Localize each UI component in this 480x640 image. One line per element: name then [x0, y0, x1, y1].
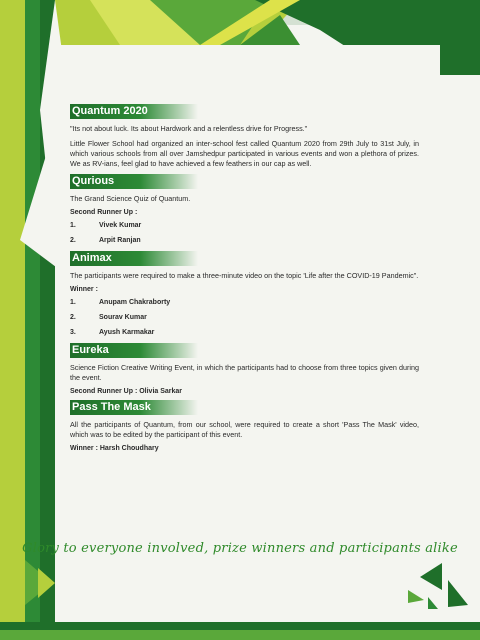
list-item: [70, 298, 419, 308]
section-title-animax: Animax: [70, 251, 198, 266]
section-title-eureka: Eureka: [70, 343, 198, 358]
list-item: [70, 313, 419, 323]
list-item: [70, 236, 419, 246]
winner-name: Arpit Ranjan: [99, 237, 141, 244]
section-eureka: [70, 343, 419, 395]
section-title-quantum: Quantum 2020: [70, 104, 198, 119]
passmask-body: All the participants of Quantum, from our school, were required to create a short 'Pass The Mask' video, which was to be edited by the participant of this event.: [70, 420, 419, 439]
section-quantum: [70, 104, 419, 169]
section-animax: [70, 251, 419, 338]
quantum-body: Little Flower School had organized an inter-school fest called Quantum 2020 from 29th July to 31st July, in which various schools from all over Jamshedpur participated in various events and won a plethora of prizes. We as RV-ians, feel glad to have achieved a few feathers in our cap as well.: [70, 139, 419, 168]
closing-message: Glory to everyone involved, prize winners and participants alike: [22, 541, 458, 556]
animax-label: Winner :: [70, 286, 98, 293]
qurious-winners: [70, 221, 419, 246]
quantum-quote: "Its not about luck. Its about Hardwork and a relentless drive for Progress.": [70, 124, 308, 133]
list-number: 3.: [70, 329, 76, 336]
winner-name: Ayush Karmakar: [99, 329, 155, 336]
section-pass-the-mask: [70, 400, 419, 452]
section-title-pass-the-mask: Pass The Mask: [70, 400, 198, 415]
left-lime-strip: [0, 0, 25, 630]
animax-body: The participants were required to make a three-minute video on the topic 'Life after the COVID-19 Pandemic".: [70, 271, 419, 280]
list-number: 2.: [70, 237, 76, 244]
eureka-body: Science Fiction Creative Writing Event, in which the participants had to choose from three topics given during the event.: [70, 363, 419, 382]
list-number: 1.: [70, 222, 76, 229]
article-content: [70, 104, 419, 457]
passmask-label: Winner : Harsh Choudhary: [70, 445, 159, 452]
winner-name: Sourav Kumar: [99, 314, 147, 321]
section-qurious: [70, 174, 419, 246]
section-title-qurious: Qurious: [70, 174, 198, 189]
eureka-label: Second Runner Up : Olivia Sarkar: [70, 388, 183, 395]
bottom-band-light: [0, 630, 480, 640]
qurious-label: Second Runner Up :: [70, 209, 138, 216]
winner-name: Anupam Chakraborty: [99, 299, 171, 306]
winner-name: Vivek Kumar: [99, 222, 142, 229]
animax-winners: [70, 298, 419, 338]
list-number: 2.: [70, 314, 76, 321]
list-item: [70, 221, 419, 231]
qurious-body: The Grand Science Quiz of Quantum.: [70, 194, 191, 203]
list-number: 1.: [70, 299, 76, 306]
list-item: [70, 328, 419, 338]
